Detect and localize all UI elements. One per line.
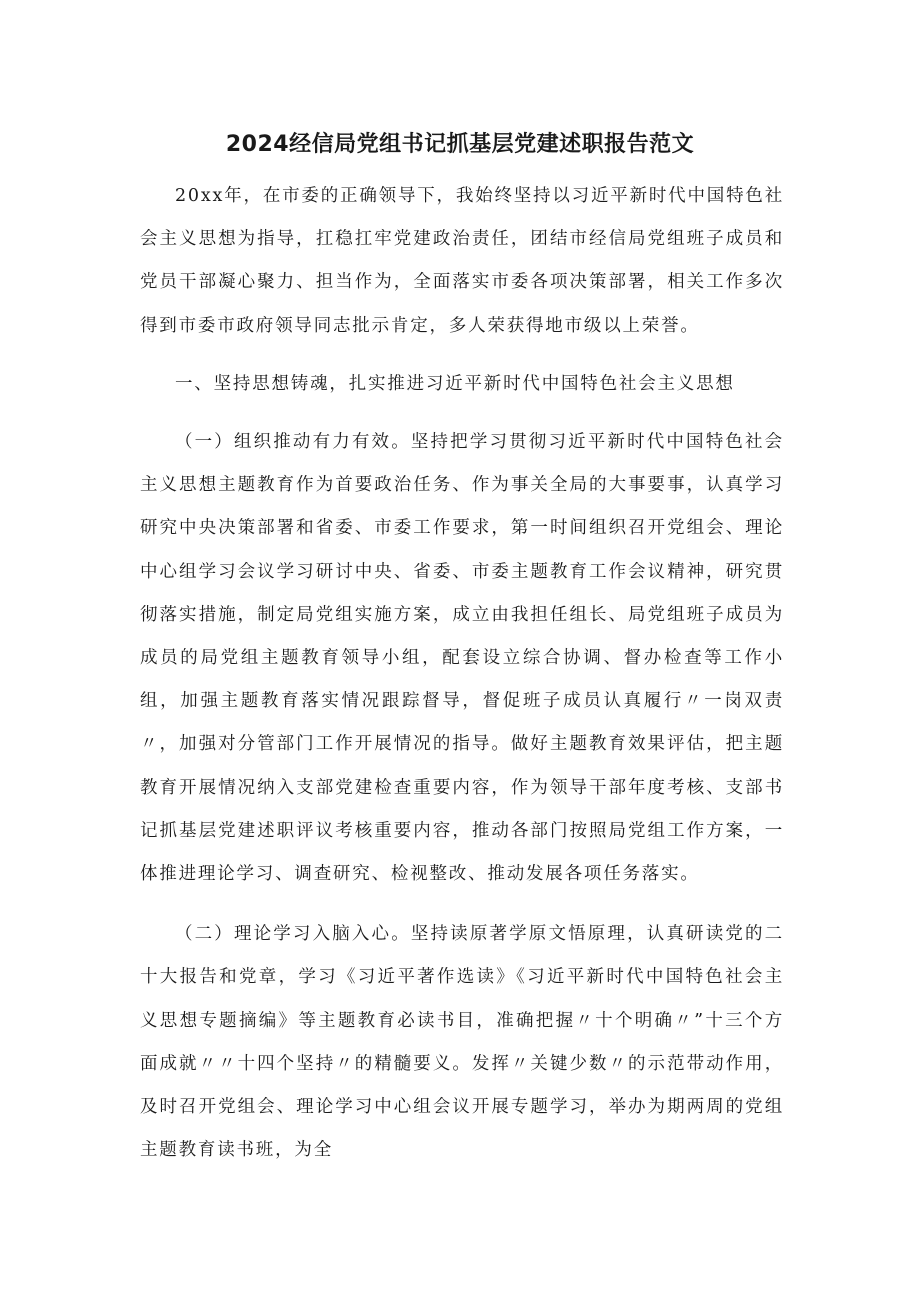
document-body: [140, 175, 784, 1172]
intro-paragraph: 20xx年，在市委的正确领导下，我始终坚持以习近平新时代中国特色社会主义思想为指导，扛稳扛牢党建政治责任，团结市经信局党组班子成员和党员干部凝心聚力、担当作为，全面落实市委各项决策部署，相关工作多次得到市委市政府领导同志批示肯定，多人荣获得地市级以上荣誉。: [140, 186, 784, 336]
body-paragraph: （二）理论学习入脑入心。坚持读原著学原文悟原理，认真研读党的二十大报告和党章，学习《习近平著作选读》《习近平新时代中国特色社会主义思想专题摘编》等主题教育必读书目，准确把握〃十个明确〃”十三个方面成就〃〃十四个坚持〃的精髓要义。发挥〃关键少数〃的示范带动作用，及时召开党组会、理论学习中心组会议开展专题学习，举办为期两周的党组主题教育读书班，为全: [140, 924, 784, 1161]
body-paragraph: （一）组织推动有力有效。坚持把学习贯彻习近平新时代中国特色社会主义思想主题教育作为首要政治任务、作为事关全局的大事要事，认真学习研究中央决策部署和省委、市委工作要求，第一时间组织召开党组会、理论中心组学习会议学习研讨中央、省委、市委主题教育工作会议精神，研究贯彻落实措施，制定局党组实施方案，成立由我担任组长、局党组班子成员为成员的局党组主题教育领导小组，配套设立综合协调、督办检查等工作小组，加强主题教育落实情况跟踪督导，督促班子成员认真履行〃一岗双责〃，加强对分管部门工作开展情况的指导。做好主题教育效果评估，把主题教育开展情况纳入支部党建检查重要内容，作为领导干部年度考核、支部书记抓基层党建述职评议考核重要内容，推动各部门按照局党组工作方案，一体推进理论学习、调查研究、检视整改、推动发展各项任务落实。: [140, 432, 784, 885]
document-title: 2024经信局党组书记抓基层党建述职报告范文: [225, 132, 695, 157]
section-heading-1: 一、坚持思想铸魂，扎实推进习近平新时代中国特色社会主义思想: [175, 373, 735, 394]
